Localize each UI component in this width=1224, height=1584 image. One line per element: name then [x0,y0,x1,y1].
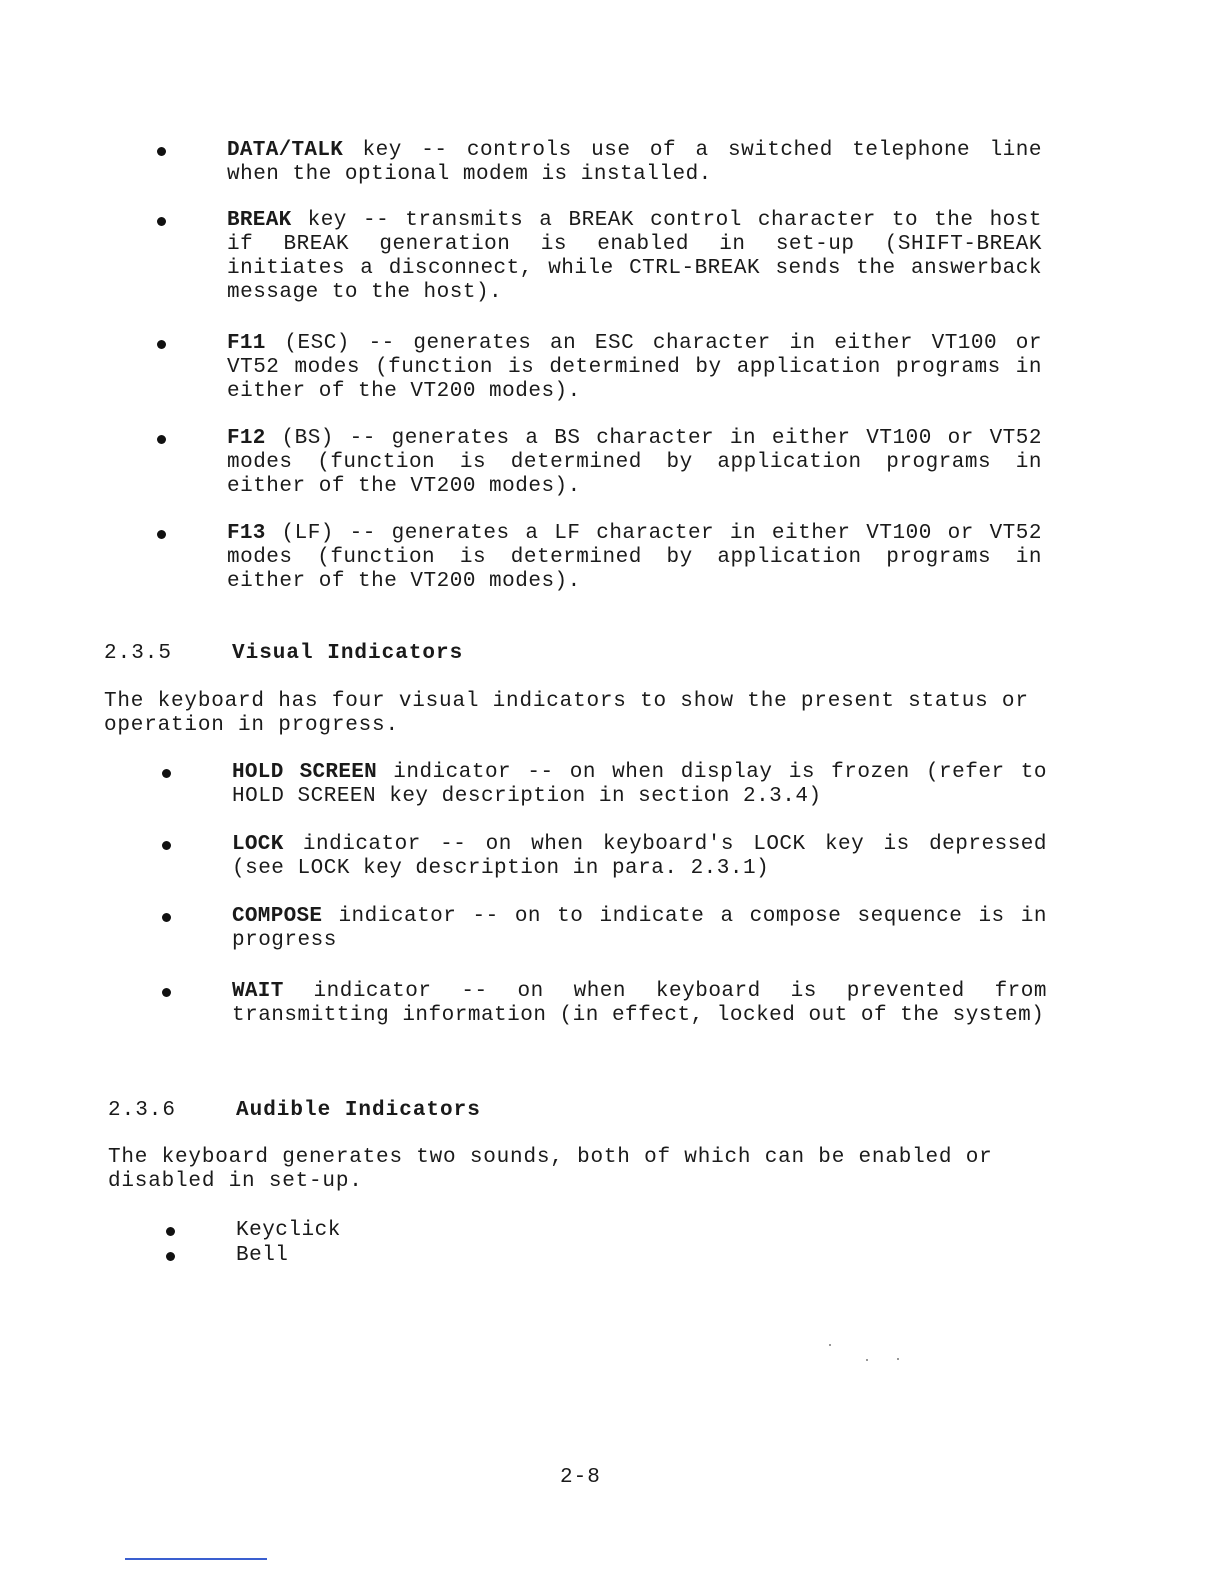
page-number: 2-8 [560,1466,601,1489]
indicator-description: indicator -- on to indicate a compose sequence is in progress [232,905,1047,952]
list-item-data-talk [157,139,1057,189]
list-item-wait [162,980,1062,1054]
indicator-name: COMPOSE [232,905,323,928]
bullet-icon [162,841,171,850]
list-item-keyclick [166,1219,1066,1245]
key-description: (ESC) -- generates an ESC character in either VT100 or VT52 modes (function is determined by application programs in either of the VT200 modes). [227,332,1042,403]
list-item-compose [162,905,1062,955]
list-item-text [227,427,1042,499]
list-item-text: Bell [236,1244,289,1267]
key-name: BREAK [227,209,292,232]
list-item-bell [166,1244,1066,1270]
list-item-lock [162,833,1062,883]
bullet-icon [157,217,166,226]
indicator-description: indicator -- on when keyboard's LOCK key is depressed (see LOCK key description in para. 2.3.1) [232,833,1047,880]
key-description: (BS) -- generates a BS character in either VT100 or VT52 modes (function is determined by application programs in either of the VT200 modes). [227,427,1042,498]
bullet-icon [157,340,166,349]
key-name: F11 [227,332,266,355]
list-item-text [232,833,1047,881]
key-description: key -- transmits a BREAK control character to the host if BREAK generation is enabled in set-up (SHIFT-BREAK initiates a disconnect, while CTRL-BREAK sends the answerback message to the host). [227,209,1042,304]
list-item-text [232,980,1047,1028]
indicator-name: HOLD SCREEN [232,761,378,784]
list-item-text [227,209,1042,305]
bullet-icon [162,988,171,997]
scan-speck [897,1358,899,1360]
list-item-text [227,139,1042,187]
section-title: Visual Indicators [232,642,464,665]
indicator-description: indicator -- on when display is frozen (refer to HOLD SCREEN key description in section 2.3.4) [232,761,1047,808]
list-item-f11 [157,332,1057,406]
indicator-name: LOCK [232,833,284,856]
indicator-name: WAIT [232,980,284,1003]
section-heading-visual [104,642,463,666]
key-name: DATA/TALK [227,139,344,162]
bullet-icon [166,1252,175,1261]
list-item-text [227,332,1042,404]
section-intro-visual: The keyboard has four visual indicators to show the present status or operation in progress. [104,690,1029,737]
key-description: key -- controls use of a switched telephone line when the optional modem is installed. [227,139,1042,186]
key-name: F12 [227,427,266,450]
list-item-hold-screen [162,761,1062,811]
section-number: 2.3.5 [104,642,173,665]
list-item-text [232,905,1047,953]
section-heading-audible [108,1099,481,1123]
list-item-text: Keyclick [236,1219,341,1242]
bullet-icon [166,1227,175,1236]
bullet-icon [157,435,166,444]
scan-speck [866,1359,868,1361]
key-description: (LF) -- generates a LF character in either VT100 or VT52 modes (function is determined by application programs in either of the VT200 modes). [227,522,1042,593]
list-item-f13 [157,522,1057,596]
list-item-text [232,761,1047,809]
indicator-description: indicator -- on when keyboard is prevented from transmitting information (in effect, locked out of the system) [232,980,1047,1027]
list-item-text [227,522,1042,594]
bullet-icon [162,913,171,922]
bullet-icon [157,530,166,539]
list-item-break [157,209,1057,307]
bullet-icon [162,769,171,778]
list-item-f12 [157,427,1057,501]
section-intro-audible: The keyboard generates two sounds, both of which can be enabled or disabled in set-up. [108,1146,993,1193]
bullet-icon [157,147,166,156]
section-title: Audible Indicators [236,1099,481,1122]
scan-artifact-line [125,1558,267,1560]
section-number: 2.3.6 [108,1099,177,1122]
scan-speck [829,1344,831,1346]
key-name: F13 [227,522,266,545]
